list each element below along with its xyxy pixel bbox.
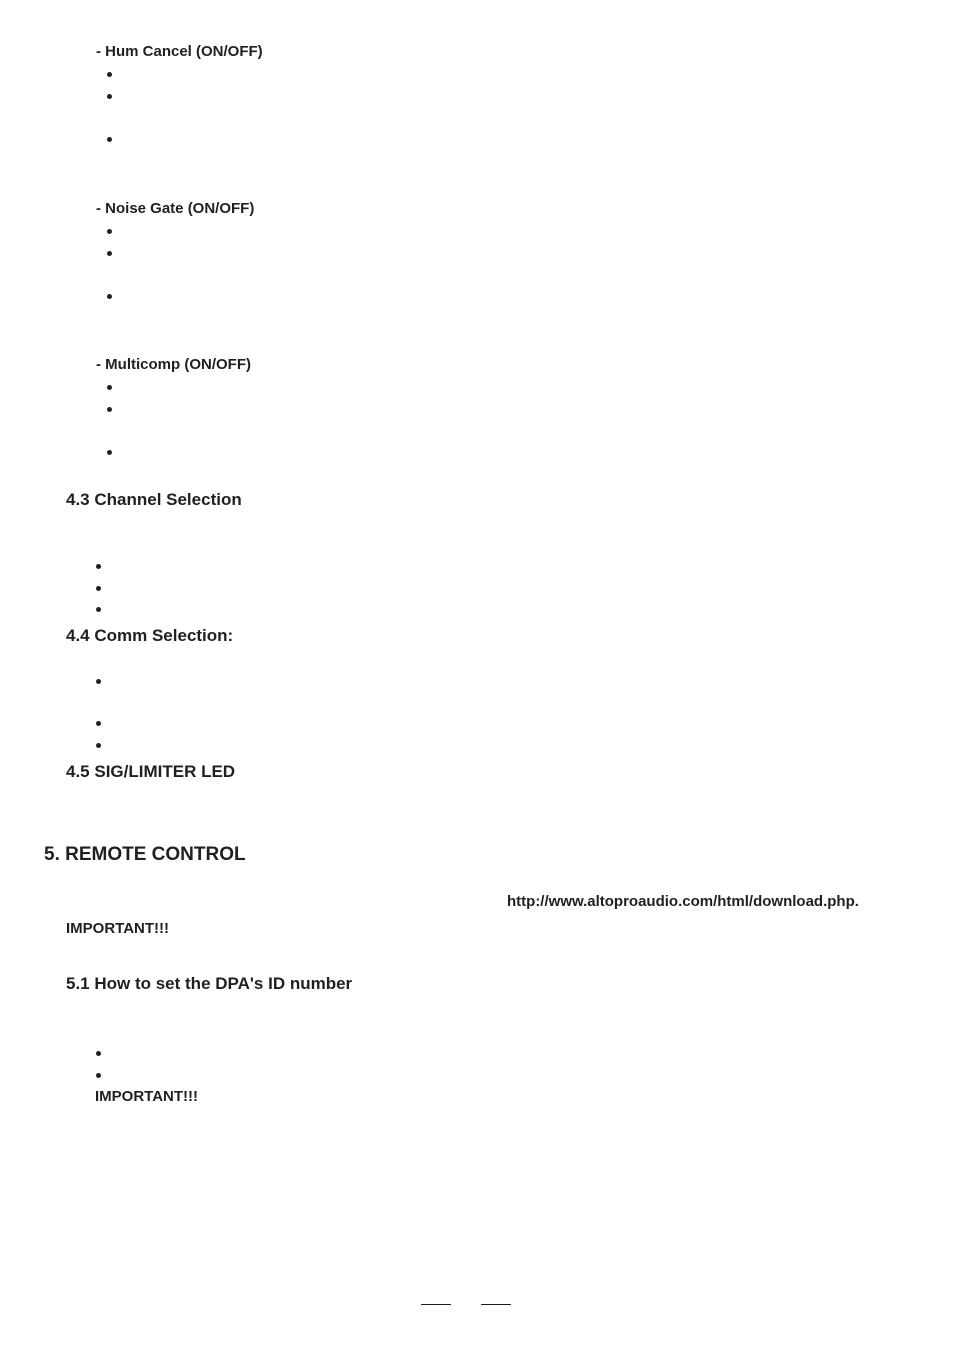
section-4-3-heading: 4.3 Channel Selection [66, 490, 242, 509]
bullet [96, 607, 101, 612]
bullet [96, 721, 101, 726]
bullet [107, 251, 112, 256]
bullet [96, 586, 101, 591]
bullet [96, 743, 101, 748]
noise-gate-heading: - Noise Gate (ON/OFF) [96, 200, 255, 217]
important-label-5-1: IMPORTANT!!! [95, 1088, 199, 1105]
bullet [96, 564, 101, 569]
bullet [107, 450, 112, 455]
bullet [107, 72, 112, 77]
footer-rule-right [481, 1304, 511, 1305]
footer-rule-left [421, 1304, 451, 1305]
bullet [96, 679, 101, 684]
bullet [107, 294, 112, 299]
section-5-1-heading: 5.1 How to set the DPA's ID number [66, 974, 353, 993]
section-4-5-heading: 4.5 SIG/LIMITER LED [66, 762, 236, 781]
bullet [107, 407, 112, 412]
bullet [107, 94, 112, 99]
bullet [96, 1051, 101, 1056]
bullet [96, 1073, 101, 1078]
hum-cancel-heading: - Hum Cancel (ON/OFF) [96, 43, 263, 60]
download-url[interactable]: http://www.altoproaudio.com/html/download.php. [507, 893, 859, 910]
bullet [107, 385, 112, 390]
bullet [107, 229, 112, 234]
multicomp-heading: - Multicomp (ON/OFF) [96, 356, 251, 373]
chapter-5-heading: 5. REMOTE CONTROL [44, 844, 246, 865]
section-4-4-heading: 4.4 Comm Selection: [66, 626, 234, 645]
bullet [107, 137, 112, 142]
important-label: IMPORTANT!!! [66, 920, 170, 937]
